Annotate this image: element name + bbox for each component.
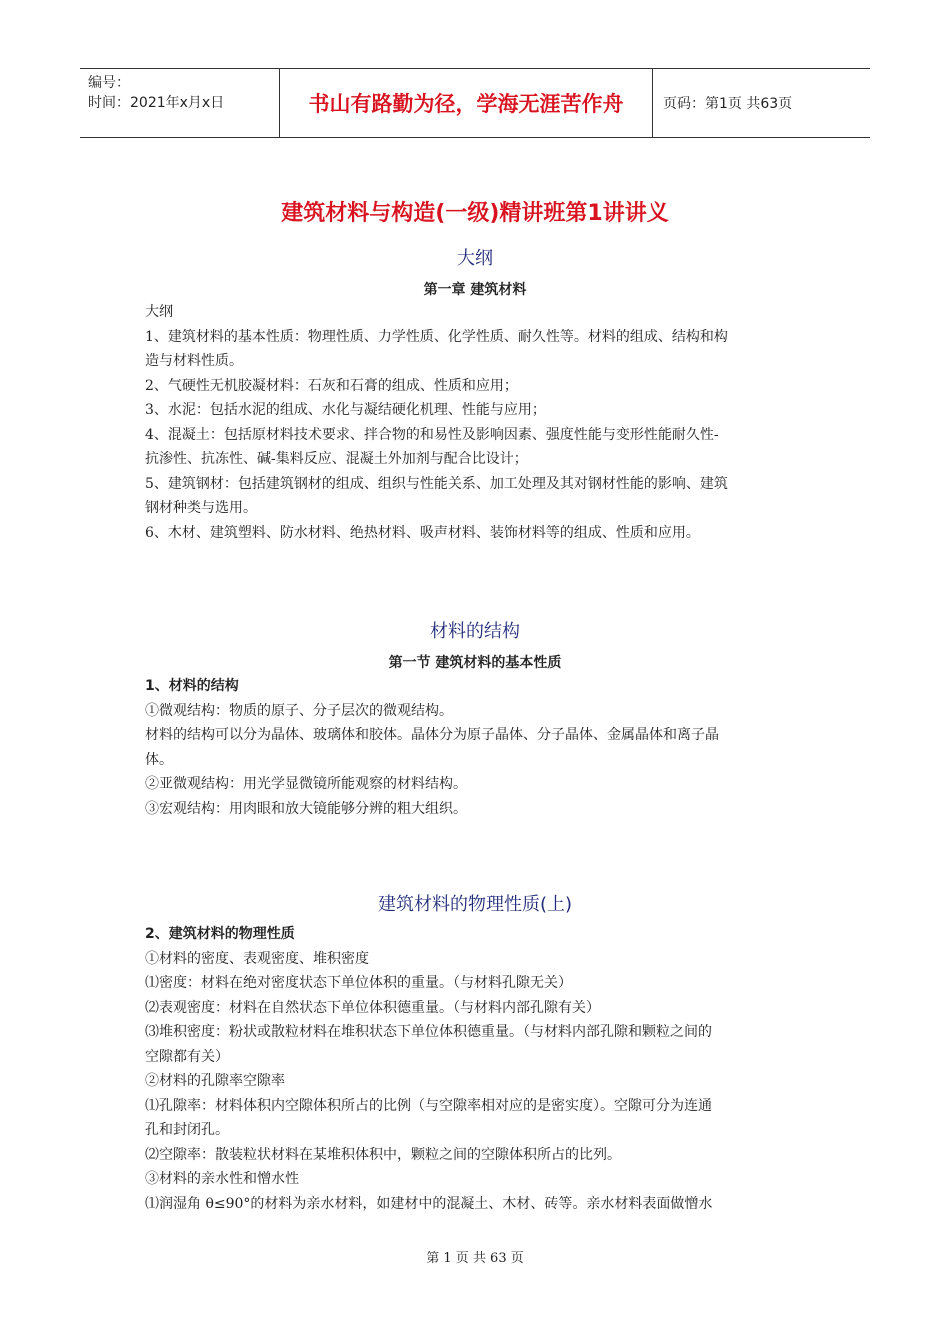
text-line: ⑵空隙率：散装粒状材料在某堆积体积中，颗粒之间的空隙体积所占的比列。 [145, 1146, 621, 1163]
text-line: 大纲 [145, 304, 173, 320]
page-footer: 第 1 页 共 63 页 [426, 1251, 524, 1266]
outline-block [145, 300, 813, 545]
time-label: 时间：2021年x月x日 [88, 95, 225, 111]
header-page-info: 页码：第1页 共63页 [663, 96, 793, 112]
text-line: 材料的结构可以分为晶体、玻璃体和胶体。晶体分为原子晶体、分子晶体、金属晶体和离子晶 [145, 727, 719, 743]
text-line: ①材料的密度、表观密度、堆积密度 [145, 950, 369, 967]
text-line: 体。 [145, 751, 173, 768]
text-line: 1、建筑材料的基本性质：物理性质、力学性质、化学性质、耐久性等。材料的组成、结构和构 [145, 328, 728, 345]
text-line: 6、木材、建筑塑料、防水材料、绝热材料、吸声材料、装饰材料等的组成、性质和应用。 [145, 524, 700, 541]
section-title-physical: 建筑材料的物理性质(上) [377, 894, 573, 915]
text-line: 5、建筑钢材：包括建筑钢材的组成、组织与性能关系、加工处理及其对钢材性能的影响、建筑 [145, 475, 728, 492]
structure-block [145, 674, 813, 821]
header-meta [80, 69, 280, 137]
text-line: ②材料的孔隙率空隙率 [145, 1073, 285, 1089]
section-subtitle: 第一节 建筑材料的基本性质 [388, 655, 562, 671]
paragraph-heading: 2、建筑材料的物理性质 [145, 926, 295, 942]
section-title-outline: 大纲 [457, 248, 493, 269]
text-line: ⑴孔隙率：材料体积内空隙体积所占的比例（与空隙率相对应的是密实度）。空隙可分为连通 [145, 1097, 712, 1114]
header-motto: 书山有路勤为径，学海无涯苦作舟 [280, 69, 653, 137]
text-line: 4、混凝土：包括原材料技术要求、拌合物的和易性及影响因素、强度性能与变形性能耐久性- [145, 426, 719, 443]
text-line: 2、气硬性无机胶凝材料：石灰和石膏的组成、性质和应用； [145, 377, 518, 394]
physical-block [145, 922, 813, 1216]
text-line: 造与材料性质。 [145, 353, 243, 369]
text-line: ⑴密度：材料在绝对密度状态下单位体积的重量。（与材料孔隙无关） [145, 975, 572, 991]
text-line: ③宏观结构：用肉眼和放大镜能够分辨的粗大组织。 [145, 800, 467, 817]
text-line: ③材料的亲水性和憎水性 [145, 1171, 299, 1187]
paragraph-heading: 1、材料的结构 [145, 678, 239, 694]
text-line: 孔和封闭孔。 [145, 1122, 229, 1138]
text-line: ⑵表观密度：材料在自然状态下单位体积德重量。（与材料内部孔隙有关） [145, 999, 600, 1016]
document-title: 建筑材料与构造(一级)精讲班第1讲讲义 [281, 201, 669, 226]
text-line: ⑴润湿角 θ≤90°的材料为亲水材料，如建材中的混凝土、木材、砖等。亲水材料表面做憎水 [145, 1195, 713, 1212]
text-line: ②亚微观结构：用光学显微镜所能观察的材料结构。 [145, 776, 467, 792]
text-line: ⑶堆积密度：粉状或散粒材料在堆积状态下单位体积德重量。（与材料内部孔隙和颗粒之间的 [145, 1024, 712, 1040]
text-line: 3、水泥：包括水泥的组成、水化与凝结硬化机理、性能与应用； [145, 402, 546, 418]
text-line: ①微观结构：物质的原子、分子层次的微观结构。 [145, 702, 453, 719]
page-header [80, 68, 870, 138]
section-title-structure: 材料的结构 [430, 621, 520, 642]
text-line: 空隙都有关） [145, 1048, 229, 1065]
text-line: 钢材种类与选用。 [145, 500, 257, 516]
number-label: 编号： [88, 75, 130, 91]
chapter-title: 第一章 建筑材料 [423, 282, 527, 298]
text-line: 抗渗性、抗冻性、碱-集料反应、混凝土外加剂与配合比设计； [145, 451, 528, 467]
